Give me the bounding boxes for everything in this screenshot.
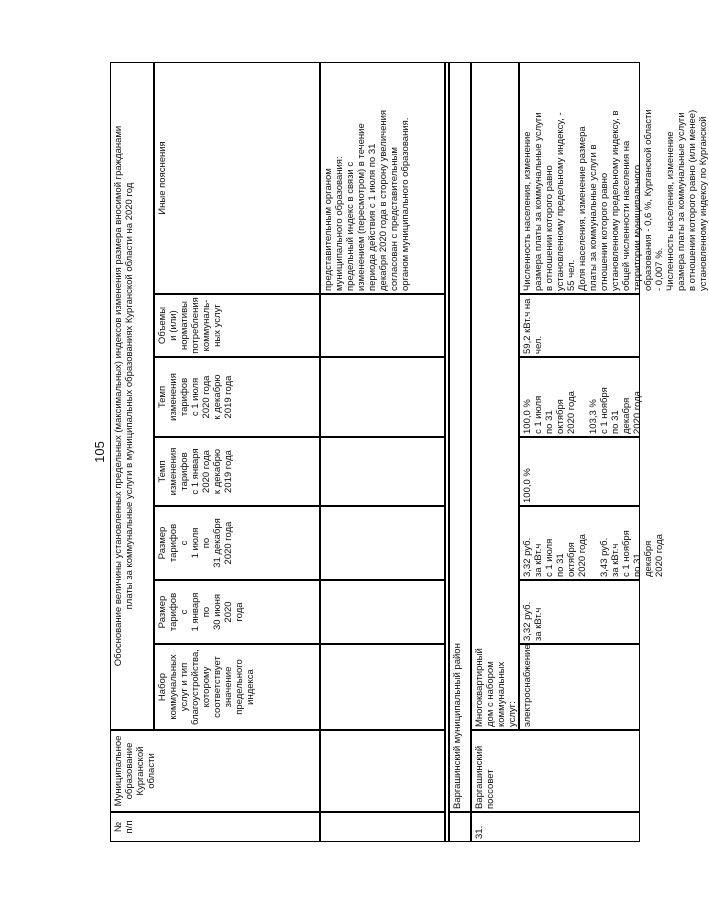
header-municipality: Муниципальное образование Курганской области xyxy=(110,730,320,812)
page-number: 105 xyxy=(92,441,107,463)
rotated-table xyxy=(110,62,709,842)
row31-tariff-h2: 3,32 руб. за кВт.ч с 1 июля по 31 октября 2020 года 3,43 руб. за кВт.ч с 1 ноября по 31 декабря 2020 года xyxy=(519,506,640,580)
header-num: № п/п xyxy=(110,812,320,842)
header-service-set: Набор коммунальных услуг и тип благоустройства, которому соответствует значение предельного индекса xyxy=(154,644,320,730)
row31-tariff-h1: 3,32 руб. за кВт.ч xyxy=(519,580,640,644)
continued-note: представительным органом муниципального образования: предельный индекс в связи с изменением (пересмотром) в течение периода действия с 1 июля по 31 декабря 2020 года в сторону увеличения согласован с представительным органом муниципального образования. xyxy=(320,62,445,294)
row31-rate-jul: 100,0 % с 1 июля по 31 октября 2020 года 103,3 % с 1 ноября по 31 декабря 2020 года xyxy=(519,357,640,437)
cont-tariff-h2 xyxy=(320,506,445,580)
row31-volumes: 59,2 кВт.ч на чел. xyxy=(519,294,640,357)
row31-num: 31. xyxy=(471,812,640,842)
header-rate-jul: Темп изменения тарифов с 1 июля 2020 года к декабрю 2019 года xyxy=(154,357,320,437)
cont-volumes xyxy=(320,294,445,357)
header-notes: Иные пояснения xyxy=(154,62,320,294)
district-num xyxy=(449,812,471,842)
district-title: Варгашинский муниципальный район xyxy=(449,62,471,812)
row31-notes: Численность населения, изменение размера платы за коммунальные услуги в отношении которого равно установленному предельному индексу, - 55 чел. Доля населения, изменение размера платы за коммунальные услуги в отношении которого равно установленному предельному индексу, в общей численности населения на территории муниципального образования - 0,6 %, Курганской области - 0,007 %. Численность населения, изменение размера платы за коммунальные услуги в отношении которого равно (или менее) установленному индексу по Курганской xyxy=(519,62,640,294)
header-volumes: Объемы и (или) нормативы потребления коммуналь- ных услуг xyxy=(154,294,320,357)
row31-set-title: Многоквартирный дом с набором коммунальных услуг: xyxy=(471,62,519,730)
header-rate-jan: Темп изменения тарифов с 1 января 2020 года к декабрю 2019 года xyxy=(154,437,320,506)
header-justification: Обоснование величины установленных предельных (максимальных) индексов изменения размера вносимой гражданами платы за коммунальные услуги в муниципальных образованиях Курганской области на 2020 год xyxy=(110,62,154,730)
row31-rate-jan: 100,0 % xyxy=(519,437,640,506)
cont-num xyxy=(320,812,445,842)
header-tariff-h1: Размер тарифов с 1 января по 30 июня 2020 года xyxy=(154,580,320,644)
cont-rate-jan xyxy=(320,437,445,506)
cont-rate-jul xyxy=(320,357,445,437)
cont-mo xyxy=(320,730,445,812)
row31-service: электроснабжение xyxy=(519,644,640,730)
row31-municipality: Варгашинский поссовет xyxy=(471,730,640,812)
header-tariff-h2: Размер тарифов с 1 июля по 31 декабря 2020 года xyxy=(154,506,320,580)
cont-tariff-h1 xyxy=(320,580,445,644)
cont-set xyxy=(320,644,445,730)
